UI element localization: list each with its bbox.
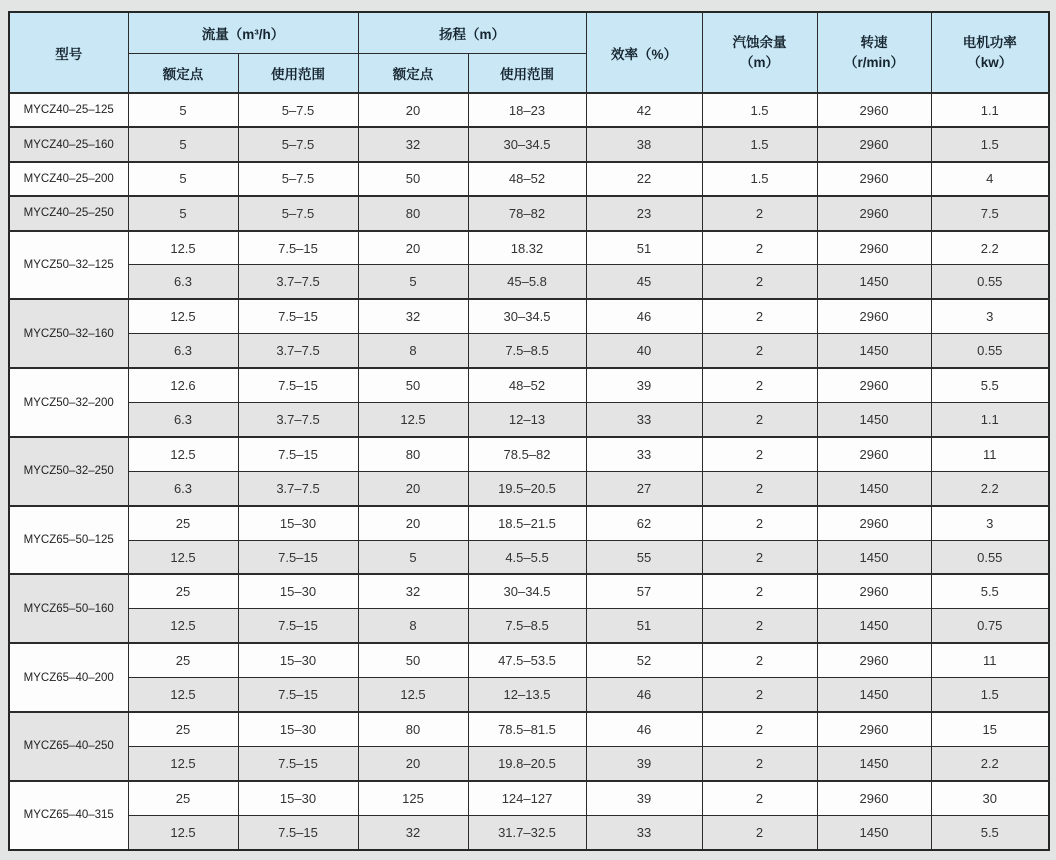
table-row bbox=[9, 574, 1049, 608]
cell-npsh: 1.5 bbox=[702, 93, 817, 127]
cell-head-range: 19.5–20.5 bbox=[468, 471, 586, 505]
cell-efficiency: 57 bbox=[586, 574, 702, 608]
cell-efficiency: 39 bbox=[586, 746, 702, 780]
cell-head-range: 7.5–8.5 bbox=[468, 334, 586, 368]
table-header bbox=[9, 12, 1049, 93]
cell-flow-range: 7.5–15 bbox=[238, 815, 358, 849]
cell-npsh: 2 bbox=[702, 437, 817, 471]
header-speed bbox=[817, 12, 931, 93]
cell-flow-range: 7.5–15 bbox=[238, 299, 358, 333]
model-cell: MYCZ65–50–125 bbox=[9, 506, 128, 575]
cell-efficiency: 46 bbox=[586, 712, 702, 746]
cell-power: 30 bbox=[931, 781, 1049, 815]
table-row bbox=[9, 540, 1049, 574]
header-speed-line2: （r/min） bbox=[844, 54, 905, 70]
cell-efficiency: 33 bbox=[586, 437, 702, 471]
cell-flow-range: 5–7.5 bbox=[238, 162, 358, 196]
cell-flow-rated: 5 bbox=[128, 162, 238, 196]
cell-head-range: 45–5.8 bbox=[468, 265, 586, 299]
cell-head-range: 78.5–81.5 bbox=[468, 712, 586, 746]
cell-flow-rated: 12.5 bbox=[128, 299, 238, 333]
table-row bbox=[9, 127, 1049, 161]
cell-speed: 2960 bbox=[817, 127, 931, 161]
cell-head-range: 48–52 bbox=[468, 368, 586, 402]
cell-speed: 2960 bbox=[817, 712, 931, 746]
cell-npsh: 2 bbox=[702, 334, 817, 368]
cell-head-range: 47.5–53.5 bbox=[468, 643, 586, 677]
table-row bbox=[9, 471, 1049, 505]
cell-head-range: 19.8–20.5 bbox=[468, 746, 586, 780]
table-row bbox=[9, 609, 1049, 643]
cell-power: 3 bbox=[931, 299, 1049, 333]
cell-power: 15 bbox=[931, 712, 1049, 746]
cell-npsh: 2 bbox=[702, 781, 817, 815]
model-cell: MYCZ65–40–200 bbox=[9, 643, 128, 712]
cell-flow-rated: 12.5 bbox=[128, 609, 238, 643]
cell-flow-rated: 12.5 bbox=[128, 437, 238, 471]
cell-head-range: 31.7–32.5 bbox=[468, 815, 586, 849]
cell-power: 5.5 bbox=[931, 815, 1049, 849]
cell-speed: 2960 bbox=[817, 574, 931, 608]
cell-speed: 2960 bbox=[817, 506, 931, 540]
cell-efficiency: 62 bbox=[586, 506, 702, 540]
cell-flow-range: 3.7–7.5 bbox=[238, 265, 358, 299]
cell-flow-range: 7.5–15 bbox=[238, 437, 358, 471]
table-row bbox=[9, 368, 1049, 402]
cell-power: 2.2 bbox=[931, 231, 1049, 265]
model-cell: MYCZ65–50–160 bbox=[9, 574, 128, 643]
header-head-rated: 额定点 bbox=[358, 53, 468, 93]
cell-npsh: 1.5 bbox=[702, 127, 817, 161]
cell-flow-rated: 6.3 bbox=[128, 471, 238, 505]
cell-head-range: 18–23 bbox=[468, 93, 586, 127]
cell-efficiency: 22 bbox=[586, 162, 702, 196]
cell-npsh: 2 bbox=[702, 712, 817, 746]
header-flow-range: 使用范围 bbox=[238, 53, 358, 93]
cell-npsh: 2 bbox=[702, 643, 817, 677]
cell-npsh: 2 bbox=[702, 609, 817, 643]
cell-flow-range: 7.5–15 bbox=[238, 678, 358, 712]
header-flow-group: 流量（m³/h） bbox=[128, 12, 358, 53]
cell-flow-rated: 25 bbox=[128, 781, 238, 815]
cell-flow-rated: 25 bbox=[128, 574, 238, 608]
cell-power: 5.5 bbox=[931, 574, 1049, 608]
cell-speed: 2960 bbox=[817, 299, 931, 333]
model-cell: MYCZ65–40–315 bbox=[9, 781, 128, 850]
cell-head-rated: 5 bbox=[358, 265, 468, 299]
cell-efficiency: 46 bbox=[586, 299, 702, 333]
table-row bbox=[9, 712, 1049, 746]
table-row bbox=[9, 506, 1049, 540]
table-row bbox=[9, 437, 1049, 471]
cell-flow-rated: 5 bbox=[128, 93, 238, 127]
cell-npsh: 2 bbox=[702, 196, 817, 230]
header-efficiency: 效率（%） bbox=[586, 12, 702, 93]
header-npsh-line2: （m） bbox=[740, 54, 780, 70]
cell-power: 1.1 bbox=[931, 93, 1049, 127]
table-row bbox=[9, 403, 1049, 437]
cell-head-rated: 20 bbox=[358, 93, 468, 127]
cell-flow-range: 15–30 bbox=[238, 506, 358, 540]
cell-speed: 2960 bbox=[817, 437, 931, 471]
cell-head-rated: 50 bbox=[358, 162, 468, 196]
header-flow-rated: 额定点 bbox=[128, 53, 238, 93]
table-row bbox=[9, 643, 1049, 677]
cell-efficiency: 52 bbox=[586, 643, 702, 677]
cell-power: 1.5 bbox=[931, 127, 1049, 161]
cell-flow-rated: 12.5 bbox=[128, 678, 238, 712]
header-npsh bbox=[702, 12, 817, 93]
cell-npsh: 2 bbox=[702, 299, 817, 333]
cell-head-range: 30–34.5 bbox=[468, 574, 586, 608]
cell-speed: 1450 bbox=[817, 815, 931, 849]
cell-speed: 2960 bbox=[817, 643, 931, 677]
table-row bbox=[9, 746, 1049, 780]
cell-flow-rated: 12.6 bbox=[128, 368, 238, 402]
pump-spec-table bbox=[8, 11, 1050, 851]
cell-power: 2.2 bbox=[931, 471, 1049, 505]
cell-head-rated: 12.5 bbox=[358, 403, 468, 437]
cell-flow-rated: 12.5 bbox=[128, 231, 238, 265]
cell-flow-range: 5–7.5 bbox=[238, 93, 358, 127]
header-speed-line1: 转速 bbox=[860, 34, 888, 50]
cell-flow-range: 7.5–15 bbox=[238, 368, 358, 402]
cell-npsh: 2 bbox=[702, 403, 817, 437]
cell-efficiency: 33 bbox=[586, 815, 702, 849]
cell-power: 2.2 bbox=[931, 746, 1049, 780]
cell-efficiency: 23 bbox=[586, 196, 702, 230]
cell-speed: 1450 bbox=[817, 678, 931, 712]
cell-flow-range: 7.5–15 bbox=[238, 231, 358, 265]
model-cell: MYCZ50–32–160 bbox=[9, 299, 128, 368]
cell-head-range: 18.5–21.5 bbox=[468, 506, 586, 540]
cell-npsh: 2 bbox=[702, 815, 817, 849]
cell-flow-rated: 25 bbox=[128, 643, 238, 677]
cell-power: 4 bbox=[931, 162, 1049, 196]
cell-power: 0.75 bbox=[931, 609, 1049, 643]
cell-npsh: 1.5 bbox=[702, 162, 817, 196]
cell-power: 0.55 bbox=[931, 540, 1049, 574]
cell-speed: 1450 bbox=[817, 334, 931, 368]
header-npsh-line1: 汽蚀余量 bbox=[732, 34, 787, 50]
table-row bbox=[9, 231, 1049, 265]
cell-efficiency: 45 bbox=[586, 265, 702, 299]
cell-head-range: 48–52 bbox=[468, 162, 586, 196]
cell-flow-rated: 12.5 bbox=[128, 746, 238, 780]
cell-flow-range: 15–30 bbox=[238, 712, 358, 746]
model-cell: MYCZ50–32–250 bbox=[9, 437, 128, 506]
cell-head-rated: 20 bbox=[358, 746, 468, 780]
cell-flow-range: 7.5–15 bbox=[238, 609, 358, 643]
cell-npsh: 2 bbox=[702, 506, 817, 540]
cell-head-rated: 50 bbox=[358, 368, 468, 402]
header-head-range: 使用范围 bbox=[468, 53, 586, 93]
cell-flow-rated: 25 bbox=[128, 506, 238, 540]
table-row bbox=[9, 678, 1049, 712]
cell-flow-rated: 12.5 bbox=[128, 540, 238, 574]
header-power bbox=[931, 12, 1049, 93]
cell-flow-range: 5–7.5 bbox=[238, 196, 358, 230]
cell-efficiency: 39 bbox=[586, 368, 702, 402]
cell-head-rated: 20 bbox=[358, 506, 468, 540]
model-cell: MYCZ40–25–250 bbox=[9, 196, 128, 230]
cell-head-range: 4.5–5.5 bbox=[468, 540, 586, 574]
table-row bbox=[9, 781, 1049, 815]
cell-efficiency: 51 bbox=[586, 231, 702, 265]
cell-flow-range: 5–7.5 bbox=[238, 127, 358, 161]
cell-speed: 2960 bbox=[817, 368, 931, 402]
table-body bbox=[9, 93, 1049, 850]
cell-flow-rated: 6.3 bbox=[128, 334, 238, 368]
model-cell: MYCZ50–32–200 bbox=[9, 368, 128, 437]
cell-head-range: 30–34.5 bbox=[468, 127, 586, 161]
cell-npsh: 2 bbox=[702, 678, 817, 712]
table-row bbox=[9, 93, 1049, 127]
cell-speed: 2960 bbox=[817, 162, 931, 196]
table-row bbox=[9, 196, 1049, 230]
cell-npsh: 2 bbox=[702, 471, 817, 505]
cell-npsh: 2 bbox=[702, 540, 817, 574]
cell-head-range: 78–82 bbox=[468, 196, 586, 230]
cell-head-rated: 80 bbox=[358, 712, 468, 746]
cell-head-range: 12–13.5 bbox=[468, 678, 586, 712]
cell-power: 11 bbox=[931, 643, 1049, 677]
cell-head-rated: 20 bbox=[358, 231, 468, 265]
cell-flow-rated: 6.3 bbox=[128, 265, 238, 299]
cell-efficiency: 46 bbox=[586, 678, 702, 712]
cell-efficiency: 39 bbox=[586, 781, 702, 815]
cell-efficiency: 33 bbox=[586, 403, 702, 437]
cell-flow-range: 3.7–7.5 bbox=[238, 334, 358, 368]
table-row bbox=[9, 162, 1049, 196]
cell-head-rated: 8 bbox=[358, 334, 468, 368]
cell-flow-range: 3.7–7.5 bbox=[238, 403, 358, 437]
cell-head-range: 78.5–82 bbox=[468, 437, 586, 471]
cell-power: 0.55 bbox=[931, 265, 1049, 299]
cell-flow-rated: 6.3 bbox=[128, 403, 238, 437]
cell-speed: 2960 bbox=[817, 781, 931, 815]
cell-efficiency: 51 bbox=[586, 609, 702, 643]
cell-flow-range: 15–30 bbox=[238, 643, 358, 677]
cell-flow-range: 15–30 bbox=[238, 574, 358, 608]
cell-speed: 2960 bbox=[817, 231, 931, 265]
cell-head-range: 124–127 bbox=[468, 781, 586, 815]
cell-head-range: 7.5–8.5 bbox=[468, 609, 586, 643]
header-head-group: 扬程（m） bbox=[358, 12, 586, 53]
cell-head-rated: 125 bbox=[358, 781, 468, 815]
cell-flow-rated: 25 bbox=[128, 712, 238, 746]
cell-head-rated: 12.5 bbox=[358, 678, 468, 712]
cell-speed: 1450 bbox=[817, 540, 931, 574]
cell-efficiency: 42 bbox=[586, 93, 702, 127]
cell-efficiency: 27 bbox=[586, 471, 702, 505]
cell-power: 7.5 bbox=[931, 196, 1049, 230]
cell-flow-rated: 5 bbox=[128, 196, 238, 230]
cell-head-range: 30–34.5 bbox=[468, 299, 586, 333]
cell-npsh: 2 bbox=[702, 368, 817, 402]
cell-npsh: 2 bbox=[702, 265, 817, 299]
cell-npsh: 2 bbox=[702, 231, 817, 265]
cell-head-rated: 80 bbox=[358, 437, 468, 471]
cell-efficiency: 55 bbox=[586, 540, 702, 574]
cell-efficiency: 40 bbox=[586, 334, 702, 368]
cell-head-range: 12–13 bbox=[468, 403, 586, 437]
cell-flow-rated: 12.5 bbox=[128, 815, 238, 849]
cell-speed: 1450 bbox=[817, 403, 931, 437]
cell-head-rated: 32 bbox=[358, 127, 468, 161]
cell-flow-rated: 5 bbox=[128, 127, 238, 161]
cell-head-rated: 32 bbox=[358, 574, 468, 608]
cell-flow-range: 7.5–15 bbox=[238, 540, 358, 574]
model-cell: MYCZ40–25–160 bbox=[9, 127, 128, 161]
table-row bbox=[9, 265, 1049, 299]
cell-head-rated: 32 bbox=[358, 299, 468, 333]
header-model: 型号 bbox=[9, 12, 128, 93]
cell-speed: 1450 bbox=[817, 609, 931, 643]
model-cell: MYCZ40–25–125 bbox=[9, 93, 128, 127]
cell-power: 1.1 bbox=[931, 403, 1049, 437]
model-cell: MYCZ65–40–250 bbox=[9, 712, 128, 781]
cell-speed: 2960 bbox=[817, 196, 931, 230]
table-row bbox=[9, 299, 1049, 333]
cell-efficiency: 38 bbox=[586, 127, 702, 161]
cell-npsh: 2 bbox=[702, 574, 817, 608]
cell-head-rated: 80 bbox=[358, 196, 468, 230]
table-row bbox=[9, 334, 1049, 368]
cell-speed: 1450 bbox=[817, 265, 931, 299]
cell-head-rated: 50 bbox=[358, 643, 468, 677]
cell-speed: 1450 bbox=[817, 471, 931, 505]
cell-speed: 2960 bbox=[817, 93, 931, 127]
cell-head-rated: 5 bbox=[358, 540, 468, 574]
cell-power: 1.5 bbox=[931, 678, 1049, 712]
model-cell: MYCZ40–25–200 bbox=[9, 162, 128, 196]
table-row bbox=[9, 815, 1049, 849]
cell-head-rated: 8 bbox=[358, 609, 468, 643]
cell-flow-range: 7.5–15 bbox=[238, 746, 358, 780]
cell-power: 5.5 bbox=[931, 368, 1049, 402]
cell-speed: 1450 bbox=[817, 746, 931, 780]
header-power-line1: 电机功率 bbox=[962, 34, 1017, 50]
cell-power: 0.55 bbox=[931, 334, 1049, 368]
header-power-line2: （kw） bbox=[967, 54, 1013, 70]
cell-head-rated: 20 bbox=[358, 471, 468, 505]
cell-flow-range: 15–30 bbox=[238, 781, 358, 815]
cell-flow-range: 3.7–7.5 bbox=[238, 471, 358, 505]
cell-npsh: 2 bbox=[702, 746, 817, 780]
model-cell: MYCZ50–32–125 bbox=[9, 231, 128, 300]
cell-head-range: 18.32 bbox=[468, 231, 586, 265]
cell-power: 3 bbox=[931, 506, 1049, 540]
cell-head-rated: 32 bbox=[358, 815, 468, 849]
cell-power: 11 bbox=[931, 437, 1049, 471]
